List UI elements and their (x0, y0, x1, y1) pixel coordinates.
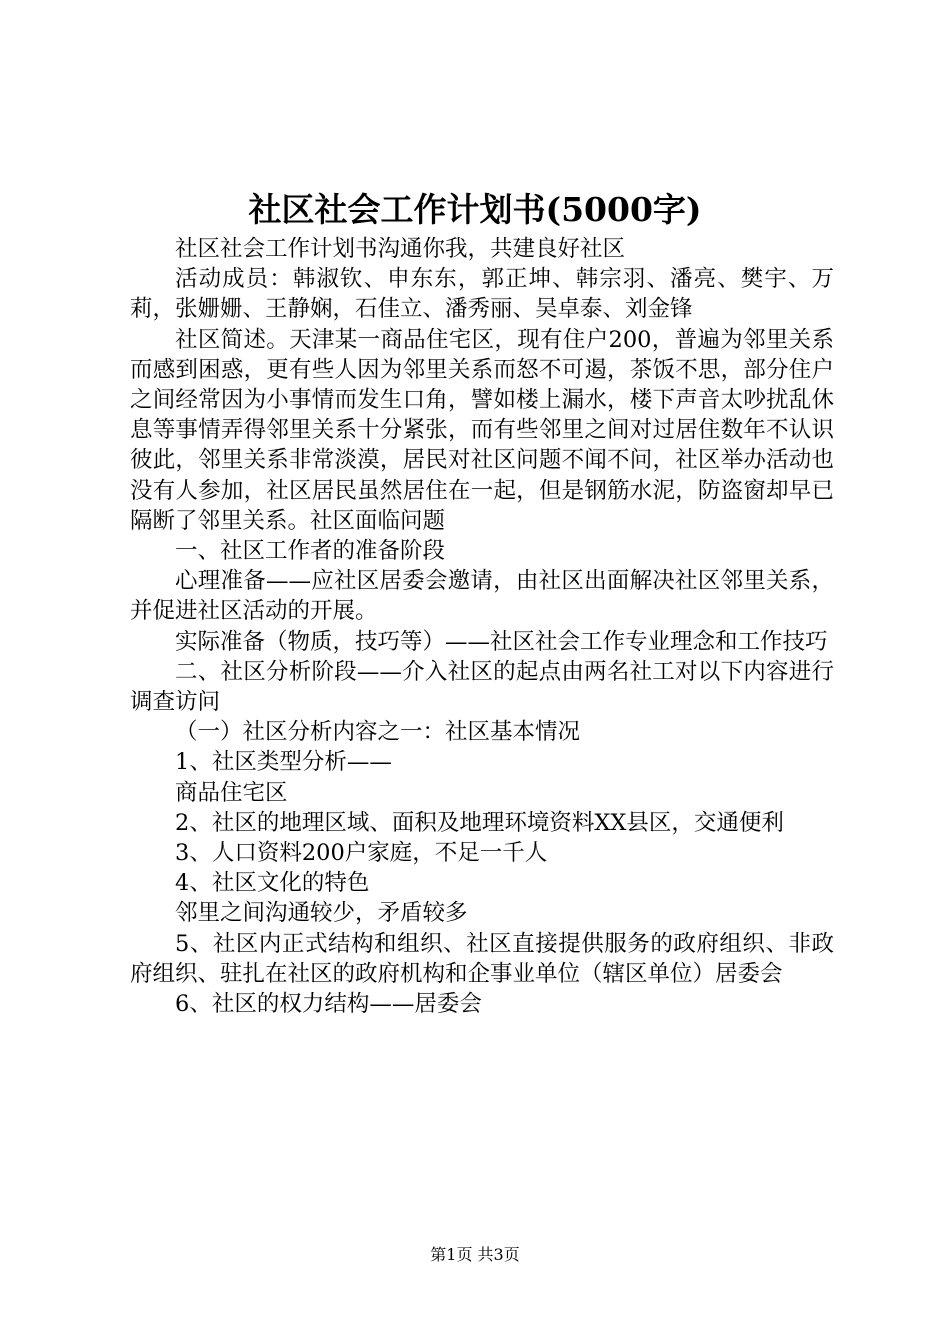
paragraph: 5、社区内正式结构和组织、社区直接提供服务的政府组织、非政府组织、驻扎在社区的政府机构和企事业单位（辖区单位）居委会 (130, 930, 834, 987)
paragraph: 邻里之间沟通较少，矛盾较多 (175, 900, 468, 927)
paragraph: 二、社区分析阶段——介入社区的起点由两名社工对以下内容进行调查访问 (130, 658, 834, 716)
paragraph: 6、社区的权力结构——居委会 (175, 991, 482, 1018)
paragraph: 活动成员：韩淑钦、申东东，郭正坤、韩宗羽、潘亮、樊宇、万莉，张姗姗、王静娴，石佳立、潘秀丽、吴卓泰、刘金锋 (130, 266, 834, 323)
paragraph: 心理准备——应社区居委会邀请，由社区出面解决社区邻里关系，并促进社区活动的开展。 (130, 568, 834, 625)
paragraph: 商品住宅区 (175, 779, 288, 806)
paragraph: 一、社区工作者的准备阶段 (175, 538, 446, 565)
document-title: 社区社会工作计划书(5000字) (248, 190, 702, 229)
page-footer: 第1页 共3页 (430, 1245, 520, 1264)
paragraph: 实际准备（物质，技巧等）——社区社会工作专业理念和工作技巧 (175, 628, 828, 655)
paragraph: 1、社区类型分析—— (175, 749, 392, 776)
paragraph: 3、人口资料200户家庭，不足一千人 (175, 840, 548, 867)
paragraph: （一）社区分析内容之一：社区基本情况 (175, 719, 581, 746)
paragraph: 社区社会工作计划书沟通你我，共建良好社区 (175, 236, 626, 262)
paragraph: 2、社区的地理区域、面积及地理环境资料XX县区，交通便利 (175, 809, 784, 836)
document-body (130, 234, 834, 1019)
paragraph: 社区简述。天津某一商品住宅区，现有住户200，普遍为邻里关系而感到困惑，更有些人因为邻里关系而怒不可遏，茶饭不思，部分住户之间经常因为小事情而发生口角，譬如楼上漏水，楼下声音太吵扰乱休息等事情弄得邻里关系十分紧张，而有些邻里之间对过居住数年不认识彼此，邻里关系非常淡漠，居民对社区问题不闻不问，社区举办活动也没有人参加，社区居民虽然居住在一起，但是钢筋水泥，防盗窗却早已隔断了邻里关系。社区面临问题 (130, 326, 834, 534)
paragraph: 4、社区文化的特色 (175, 870, 370, 897)
